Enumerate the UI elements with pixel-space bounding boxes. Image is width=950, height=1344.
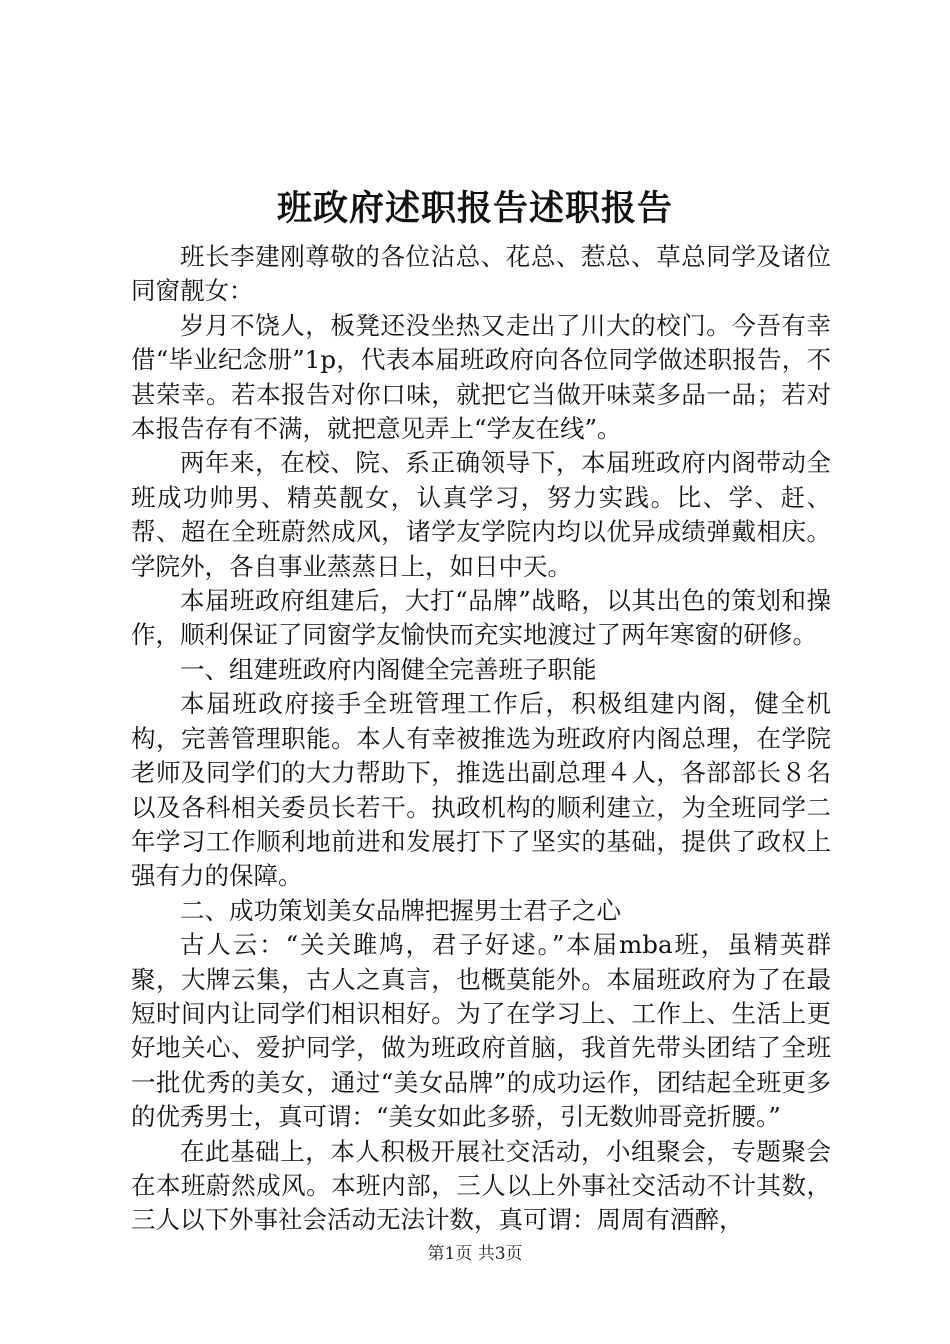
paragraph-two-years: 两年来，在校、院、系正确领导下，本届班政府内阁带动全班成功帅男、精英靓女，认真学习，努力实践。比、学、赶、帮、超在全班蔚然成风，诸学友学院内均以优异成绩弹戴相庆。学院外，各自事业蒸蒸日上，如日中天。 bbox=[131, 448, 831, 581]
paragraph-beauty-brand: 古人云：“关关雎鸠，君子好逑。”本届mba班，虽精英群聚，大牌云集，古人之真言，也概莫能外。本届班政府为了在最短时间内让同学们相识相好。为了在学习上、工作上、生活上更好地关心、爱护同学，做为班政府首脑，我首先带头团结了全班一批优秀的美女，通过“美女品牌”的成功运作，团结起全班更多的优秀男士，真可谓：“美女如此多骄，引无数帅哥竞折腰。” bbox=[131, 930, 831, 1132]
paragraph-social-activities: 在此基础上，本人积极开展社交活动，小组聚会，专题聚会在本班蔚然成风。本班内部，三人以上外事社交活动不计其数，三人以下外事社会活动无法计数，真可谓：周周有酒醉， bbox=[131, 1136, 831, 1235]
paragraph-cabinet: 本届班政府接手全班管理工作后，积极组建内阁，健全机构，完善管理职能。本人有幸被推选为班政府内阁总理，在学院老师及同学们的大力帮助下，推选出副总理４人，各部部长８名以及各科相关委员长若干。执政机构的顺利建立，为全班同学二年学习工作顺利地前进和发展打下了坚实的基础，提供了政权上强有力的保障。 bbox=[131, 689, 831, 891]
document-body bbox=[131, 240, 831, 1238]
paragraph-intro: 岁月不饶人，板凳还没坐热又走出了川大的校门。今吾有幸借“毕业纪念册”1p，代表本届班政府向各位同学做述职报告，不甚荣幸。若本报告对你口味，就把它当做开味菜多品一品；若对本报告存有不满，就把意见弄上“学友在线”。 bbox=[131, 310, 831, 444]
section-heading-1: 一、组建班政府内阁健全完善班子职能 bbox=[180, 654, 597, 684]
paragraph-salutation: 班长李建刚尊敬的各位沾总、花总、惹总、草总同学及诸位同窗靓女： bbox=[131, 242, 831, 306]
section-heading-2: 二、成功策划美女品牌把握男士君子之心 bbox=[180, 895, 621, 925]
paragraph-brand-strategy: 本届班政府组建后，大打“品牌”战略，以其出色的策划和操作，顺利保证了同窗学友愉快而充实地渡过了两年寒窗的研修。 bbox=[131, 586, 831, 650]
document-title: 班政府述职报告述职报告 bbox=[276, 188, 673, 229]
page-number-footer: 第1页 共3页 bbox=[427, 1244, 523, 1264]
